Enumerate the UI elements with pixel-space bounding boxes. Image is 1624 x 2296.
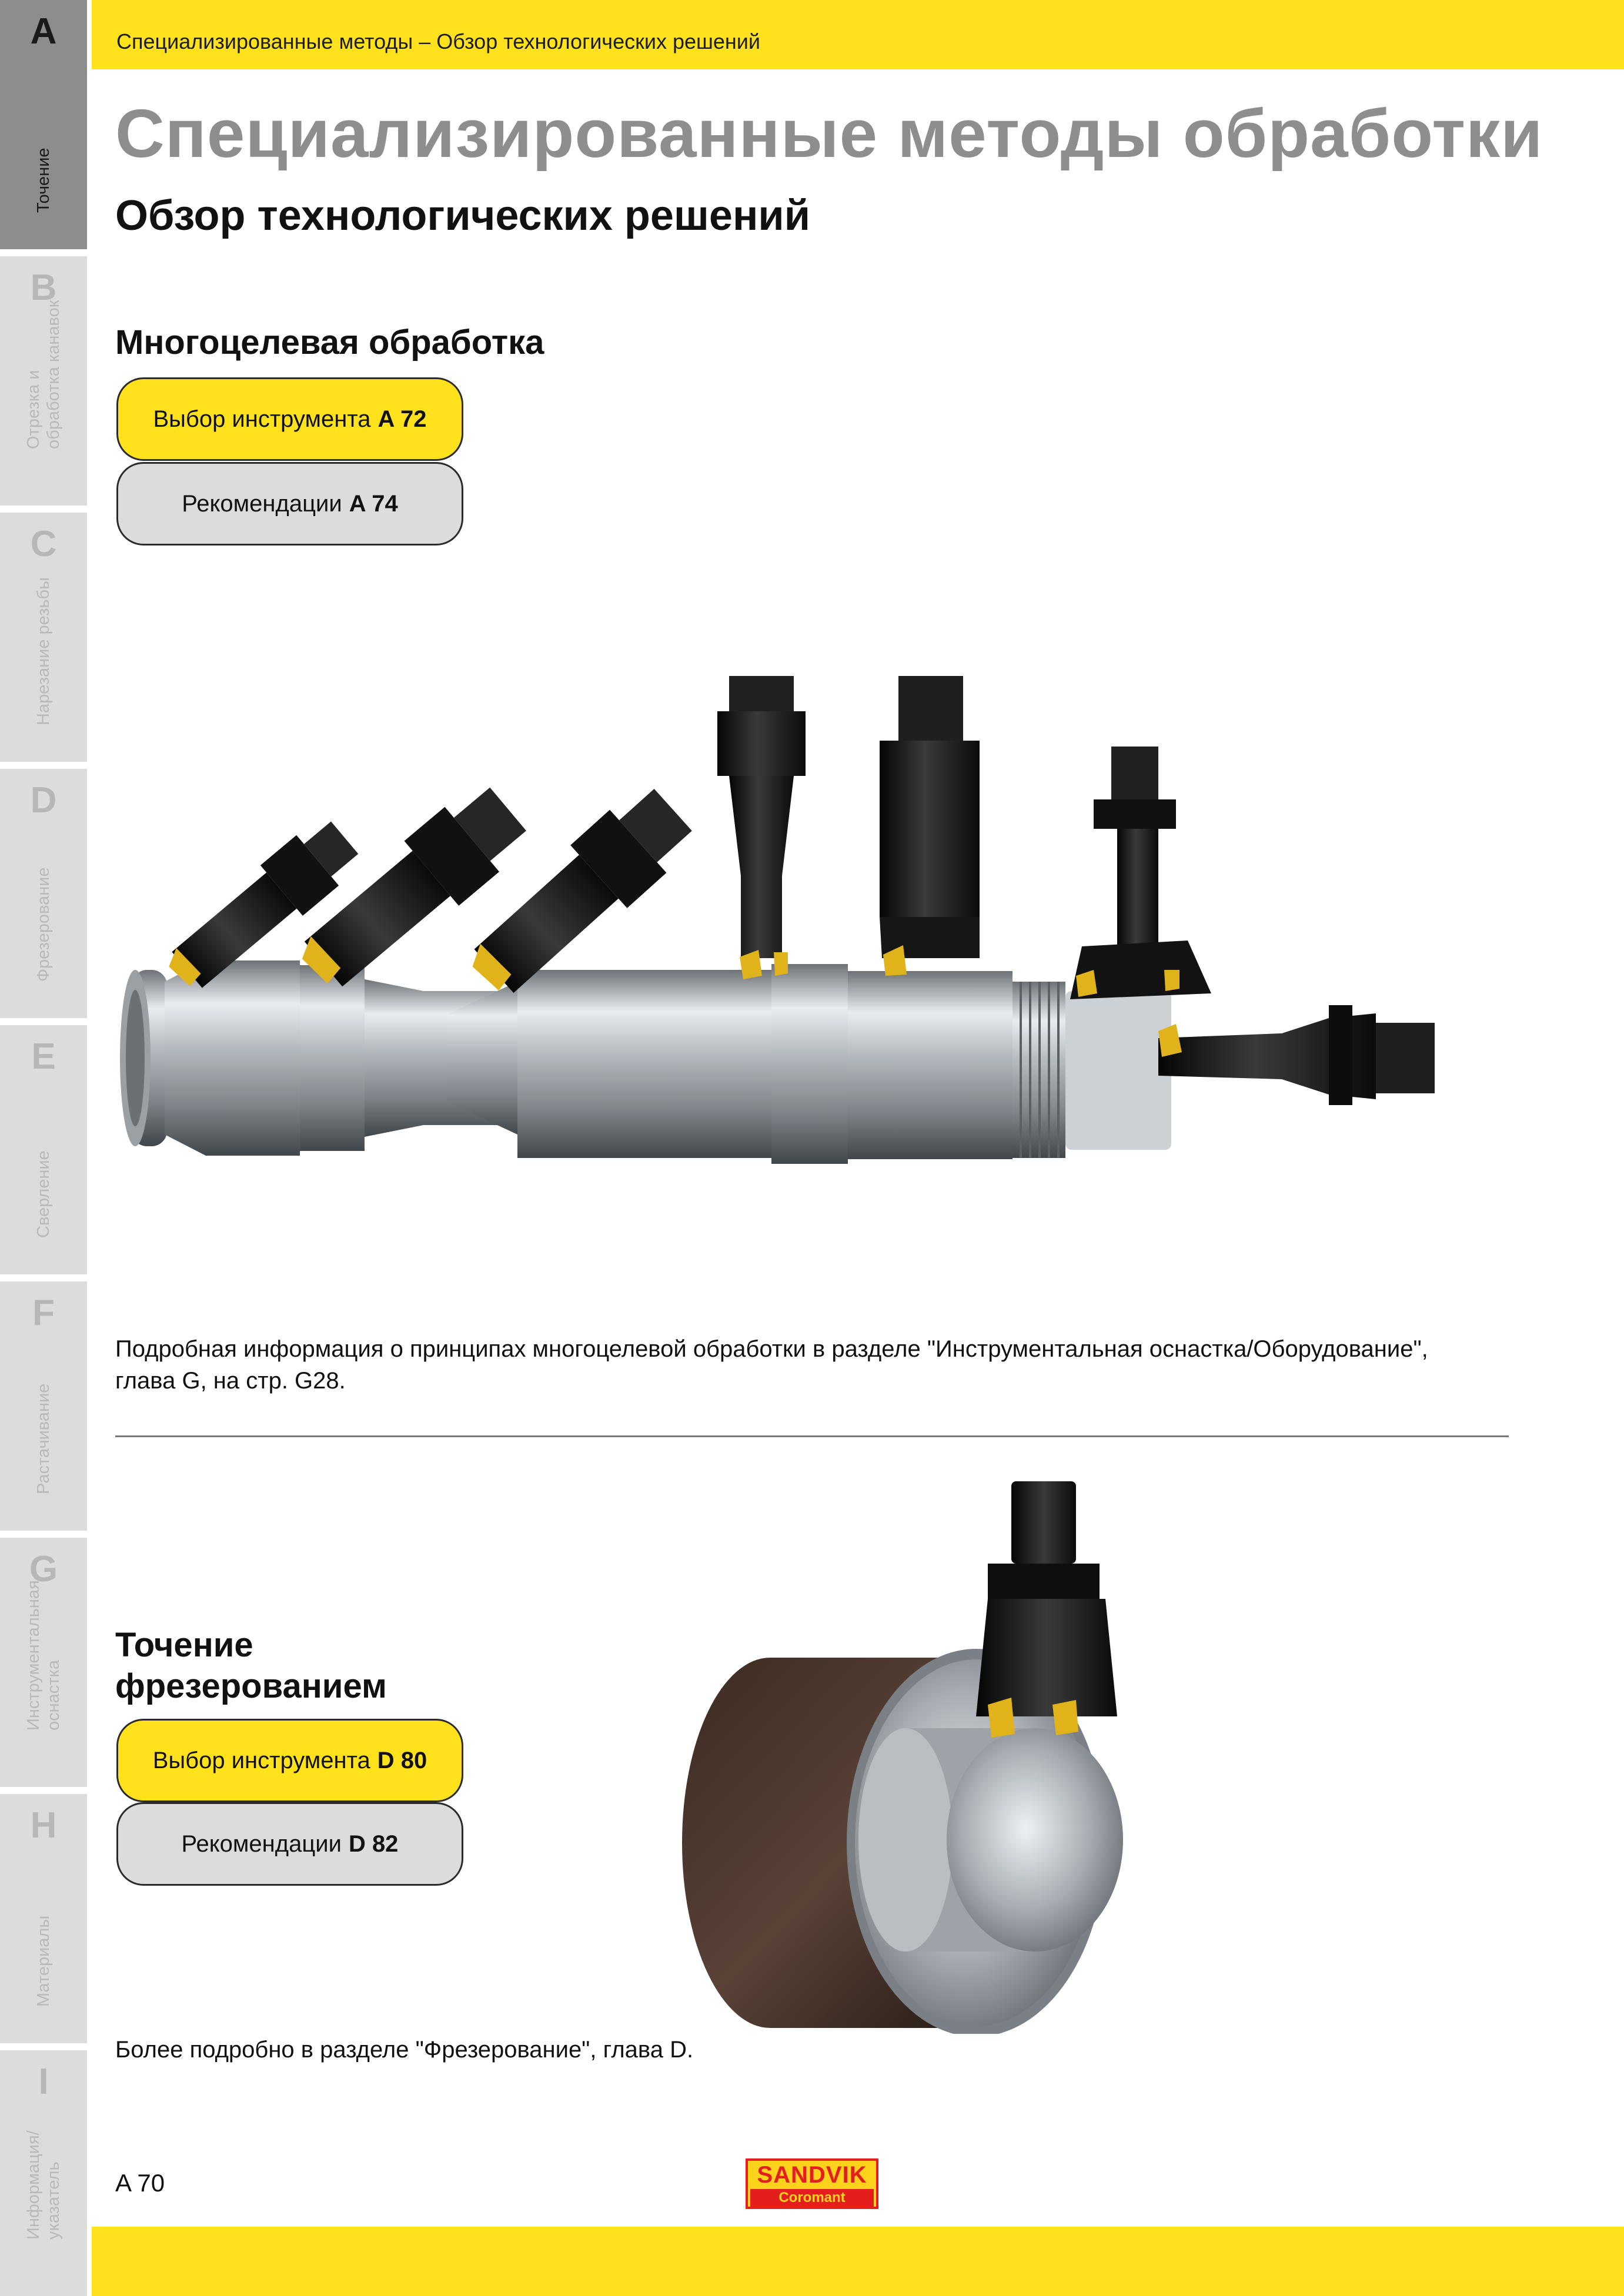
recommendations-button[interactable] bbox=[116, 1802, 463, 1886]
multitask-note-line-1: Подробная информация о принципах многоцелевой обработки в разделе "Инструментальная оснастка/Оборудование", bbox=[115, 1336, 1428, 1362]
button-label: Рекомендации bbox=[181, 1830, 342, 1857]
logo-wordmark: SANDVIK bbox=[757, 2162, 867, 2188]
chapter-tab-letter: D bbox=[30, 780, 57, 821]
page-ref: D 82 bbox=[348, 1830, 399, 1857]
tool-selection-button[interactable] bbox=[116, 377, 463, 461]
chapter-tab-letter: I bbox=[38, 2061, 49, 2102]
chapter-tab-label: Инструментальная оснастка bbox=[24, 1580, 63, 1731]
chapter-tab-g[interactable] bbox=[0, 1538, 87, 1787]
section-heading-turn-milling-line-2: фрезерованием bbox=[115, 1667, 387, 1705]
logo-subline: Coromant bbox=[750, 2189, 874, 2207]
chapter-tab-label: Отрезка и обработка канавок bbox=[24, 300, 63, 449]
chapter-tab-letter: H bbox=[30, 1805, 57, 1846]
page-ref: D 80 bbox=[377, 1747, 427, 1773]
chapter-tab-h[interactable] bbox=[0, 1794, 87, 2043]
section-divider bbox=[115, 1435, 1509, 1437]
breadcrumb: Специализированные методы – Обзор технологических решений bbox=[116, 29, 760, 53]
chapter-tab-label: Фрезерование bbox=[34, 867, 53, 982]
turn-milling-illustration bbox=[659, 1481, 1176, 2034]
page-ref: A 74 bbox=[349, 490, 398, 517]
button-label: Рекомендации bbox=[182, 490, 342, 517]
tool-selection-button[interactable] bbox=[116, 1719, 463, 1802]
chapter-tab-b[interactable] bbox=[0, 256, 87, 506]
footer-band bbox=[92, 2227, 1624, 2296]
chapter-tabs bbox=[0, 0, 87, 2296]
chapter-tab-label: Точение bbox=[34, 148, 53, 213]
sandvik-coromant-logo bbox=[746, 2158, 878, 2209]
chapter-tab-d[interactable] bbox=[0, 769, 87, 1018]
multitask-illustration bbox=[118, 664, 1493, 1182]
section-heading-turn-milling-line-1: Точение bbox=[115, 1626, 253, 1664]
chapter-tab-letter: E bbox=[31, 1036, 56, 1077]
chapter-tab-e[interactable] bbox=[0, 1025, 87, 1274]
turn-milling-note: Более подробно в разделе "Фрезерование", глава D. bbox=[115, 2037, 694, 2063]
chapter-tab-f[interactable] bbox=[0, 1281, 87, 1531]
section-heading-multitask: Многоцелевая обработка bbox=[115, 323, 544, 362]
chapter-tab-letter: A bbox=[30, 11, 57, 52]
chapter-tab-label: Материалы bbox=[34, 1915, 53, 2007]
chapter-tab-label: Растачивание bbox=[34, 1383, 53, 1494]
button-label: Выбор инструмента bbox=[153, 406, 371, 432]
button-label: Выбор инструмента bbox=[152, 1747, 370, 1773]
chapter-tab-i[interactable] bbox=[0, 2050, 87, 2296]
chapter-tab-label: Нарезание резьбы bbox=[34, 577, 53, 725]
chapter-tab-letter: G bbox=[29, 1549, 58, 1589]
page-title: Специализированные методы обработки bbox=[115, 95, 1543, 172]
chapter-tab-label: Информация/ указатель bbox=[24, 2130, 63, 2240]
chapter-tab-letter: C bbox=[30, 524, 57, 564]
chapter-tab-letter: B bbox=[30, 267, 57, 308]
chapter-tab-letter: F bbox=[32, 1293, 55, 1333]
page-number: A 70 bbox=[115, 2169, 165, 2197]
page-subtitle: Обзор технологических решений bbox=[115, 192, 810, 239]
chapter-tab-c[interactable] bbox=[0, 513, 87, 762]
page-ref: A 72 bbox=[377, 406, 427, 432]
multitask-note-line-2: глава G, на стр. G28. bbox=[115, 1368, 346, 1394]
recommendations-button[interactable] bbox=[116, 462, 463, 545]
chapter-tab-a[interactable] bbox=[0, 0, 87, 249]
chapter-tab-label: Сверление bbox=[34, 1150, 53, 1238]
header-band bbox=[92, 0, 1624, 69]
